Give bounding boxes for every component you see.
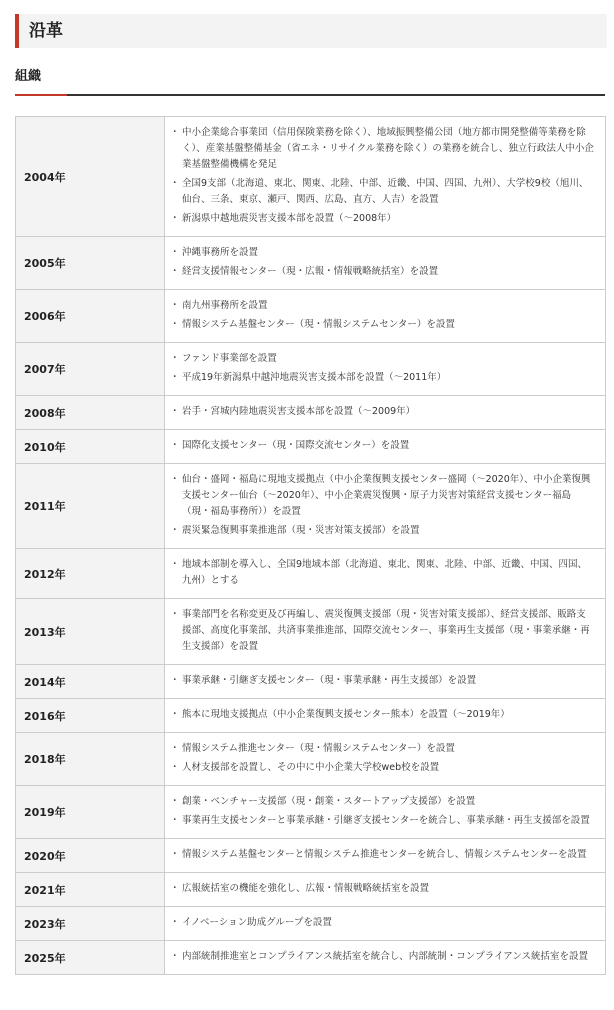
history-year: 2016年 <box>16 699 165 733</box>
history-event-item: ・ 広報統括室の機能を強化し、広報・情報戦略統括室を設置 <box>173 881 595 897</box>
history-row <box>16 873 606 907</box>
history-event-list <box>173 673 595 689</box>
history-row <box>16 733 606 786</box>
history-year: 2005年 <box>16 237 165 290</box>
history-row <box>16 117 606 237</box>
history-event-item: ・ 事業部門を名称変更及び再編し、震災復興支援部（現・災害対策支援部）、経営支援部、販路支援部、高度化事業部、共済事業推進部、国際交流センター、事業再生支援部（現・事業承継・再生支援部）を設置 <box>173 607 595 655</box>
history-events <box>165 396 606 430</box>
history-events <box>165 117 606 237</box>
history-event-item: ・ ファンド事業部を設置 <box>173 351 595 367</box>
history-event-item: ・ 震災緊急復興事業推進部（現・災害対策支援部）を設置 <box>173 523 595 539</box>
history-events <box>165 873 606 907</box>
history-events <box>165 464 606 549</box>
history-event-item: ・ 創業・ベンチャー支援部（現・創業・スタートアップ支援部）を設置 <box>173 794 595 810</box>
history-event-item: ・ 内部統制推進室とコンプライアンス統括室を統合し、内部統制・コンプライアンス統括室を設置 <box>173 949 595 965</box>
history-row <box>16 430 606 464</box>
history-event-list <box>173 404 595 420</box>
history-event-list <box>173 438 595 454</box>
history-events <box>165 549 606 599</box>
history-event-item: ・ 仙台・盛岡・福島に現地支援拠点（中小企業復興支援センター盛岡（～2020年）、中小企業復興支援センター仙台（～2020年）、中小企業震災復興・原子力災害対策経営支援センター福島（現・福島事務所））を設置 <box>173 472 595 520</box>
section-heading-bar <box>15 66 605 96</box>
history-event-item: ・ 事業再生支援センターと事業承継・引継ぎ支援センターを統合し、事業承継・再生支援部を設置 <box>173 813 595 829</box>
history-year: 2004年 <box>16 117 165 237</box>
history-year: 2021年 <box>16 873 165 907</box>
history-events <box>165 907 606 941</box>
history-events <box>165 290 606 343</box>
history-row <box>16 941 606 975</box>
history-event-list <box>173 607 595 655</box>
history-year: 2025年 <box>16 941 165 975</box>
history-event-list <box>173 125 595 227</box>
page-title-bar <box>15 14 607 48</box>
history-year: 2020年 <box>16 839 165 873</box>
history-year: 2010年 <box>16 430 165 464</box>
history-event-list <box>173 741 595 776</box>
history-row <box>16 665 606 699</box>
page-title: 沿革 <box>29 21 63 41</box>
history-year: 2007年 <box>16 343 165 396</box>
history-event-item: ・ 人材支援部を設置し、その中に中小企業大学校web校を設置 <box>173 760 595 776</box>
history-events <box>165 237 606 290</box>
history-event-item: ・ 熊本に現地支援拠点（中小企業復興支援センター熊本）を設置（～2019年） <box>173 707 595 723</box>
history-events <box>165 786 606 839</box>
history-row <box>16 907 606 941</box>
history-event-list <box>173 245 595 280</box>
history-table <box>15 116 606 975</box>
history-row <box>16 290 606 343</box>
history-event-list <box>173 881 595 897</box>
history-row <box>16 549 606 599</box>
history-event-item: ・ 全国9支部（北海道、東北、関東、北陸、中部、近畿、中国、四国、九州）、大学校9校（旭川、仙台、三条、東京、瀬戸、関西、広島、直方、人吉）を設置 <box>173 176 595 208</box>
history-row <box>16 237 606 290</box>
history-table-body <box>16 117 606 975</box>
history-event-list <box>173 707 595 723</box>
history-year: 2008年 <box>16 396 165 430</box>
history-event-list <box>173 915 595 931</box>
history-event-item: ・ イノベーション助成グループを設置 <box>173 915 595 931</box>
history-row <box>16 839 606 873</box>
history-event-item: ・ 岩手・宮城内陸地震災害支援本部を設置（～2009年） <box>173 404 595 420</box>
history-event-item: ・ 国際化支援センター（現・国際交流センター）を設置 <box>173 438 595 454</box>
history-events <box>165 665 606 699</box>
history-events <box>165 733 606 786</box>
history-year: 2019年 <box>16 786 165 839</box>
history-row <box>16 343 606 396</box>
history-event-item: ・ 平成19年新潟県中越沖地震災害支援本部を設置（～2011年） <box>173 370 595 386</box>
history-events <box>165 699 606 733</box>
section-heading: 組織 <box>15 69 42 84</box>
history-event-list <box>173 949 595 965</box>
history-event-list <box>173 847 595 863</box>
history-year: 2012年 <box>16 549 165 599</box>
history-event-list <box>173 298 595 333</box>
history-events <box>165 599 606 665</box>
history-event-item: ・ 情報システム基盤センターと情報システム推進センターを統合し、情報システムセンターを設置 <box>173 847 595 863</box>
history-event-item: ・ 情報システム基盤センター（現・情報システムセンター）を設置 <box>173 317 595 333</box>
history-events <box>165 343 606 396</box>
history-row <box>16 599 606 665</box>
history-year: 2023年 <box>16 907 165 941</box>
history-year: 2013年 <box>16 599 165 665</box>
history-event-item: ・ 中小企業総合事業団（信用保険業務を除く）、地域振興整備公団（地方都市開発整備等業務を除く）、産業基盤整備基金（省エネ・リサイクル業務を除く）の業務を統合し、独立行政法人中小企業基盤整備機構を発足 <box>173 125 595 173</box>
history-events <box>165 430 606 464</box>
history-year: 2014年 <box>16 665 165 699</box>
history-event-item: ・ 沖縄事務所を設置 <box>173 245 595 261</box>
history-row <box>16 464 606 549</box>
history-event-item: ・ 経営支援情報センター（現・広報・情報戦略統括室）を設置 <box>173 264 595 280</box>
history-event-item: ・ 新潟県中越地震災害支援本部を設置（～2008年） <box>173 211 595 227</box>
history-year: 2018年 <box>16 733 165 786</box>
history-event-list <box>173 472 595 539</box>
history-year: 2011年 <box>16 464 165 549</box>
history-row <box>16 699 606 733</box>
history-event-list <box>173 557 595 589</box>
history-event-item: ・ 南九州事務所を設置 <box>173 298 595 314</box>
history-year: 2006年 <box>16 290 165 343</box>
history-events <box>165 839 606 873</box>
history-event-list <box>173 794 595 829</box>
history-row <box>16 786 606 839</box>
history-event-list <box>173 351 595 386</box>
history-events <box>165 941 606 975</box>
history-event-item: ・ 地域本部制を導入し、全国9地域本部（北海道、東北、関東、北陸、中部、近畿、中国、四国、九州）とする <box>173 557 595 589</box>
history-row <box>16 396 606 430</box>
history-event-item: ・ 情報システム推進センター（現・情報システムセンター）を設置 <box>173 741 595 757</box>
history-event-item: ・ 事業承継・引継ぎ支援センター（現・事業承継・再生支援部）を設置 <box>173 673 595 689</box>
